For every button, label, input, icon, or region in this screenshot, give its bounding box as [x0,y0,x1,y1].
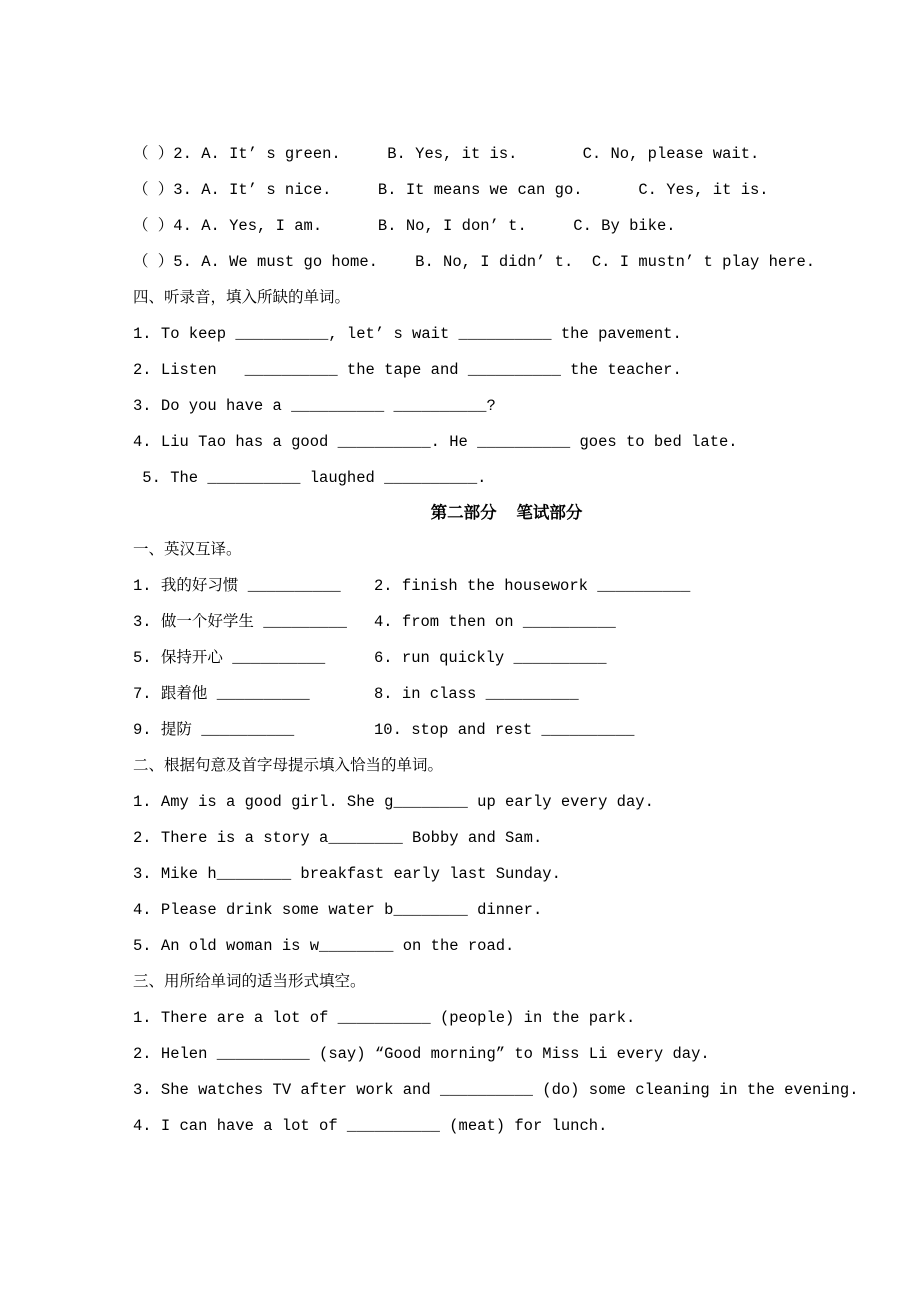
translation-right: 2. finish the housework __________ [374,577,691,595]
translation-right: 6. run quickly __________ [374,649,607,667]
section4-heading: 四、听录音，填入所缺的单词。 [133,289,351,307]
section2-item: 5. An old woman is w________ on the road. [133,937,515,955]
listening-choice-line: （ ）5. A. We must go home. B. No, I didn’ t. C. I mustn’ t play here. [133,253,816,271]
section3-item: 3. She watches TV after work and __________ (do) some cleaning in the evening. [133,1081,859,1099]
listening-choice-line: （ ）3. A. It’ s nice. B. It means we can go. C. Yes, it is. [133,181,769,199]
translation-left: 5. 保持开心 __________ [133,649,326,667]
translation-left: 7. 跟着他 __________ [133,685,310,703]
translation-row [133,676,880,712]
section1-heading: 一、英汉互译。 [133,541,242,559]
listening-choice-line: （ ）4. A. Yes, I am. B. No, I don’ t. C. By bike. [133,217,676,235]
section2-heading: 二、根据句意及首字母提示填入恰当的单词。 [133,757,444,775]
part2-heading: 第二部分 笔试部分 [430,504,583,523]
section2-item: 1. Amy is a good girl. She g________ up early every day. [133,793,654,811]
listening-choice-line: （ ）2. A. It’ s green. B. Yes, it is. C. No, please wait. [133,145,760,163]
section3-item: 4. I can have a lot of __________ (meat) for lunch. [133,1117,608,1135]
translation-row [133,712,880,748]
translation-left: 1. 我的好习惯 __________ [133,577,341,595]
section4-item: 1. To keep __________, let’ s wait __________ the pavement. [133,325,682,343]
section4-item: 2. Listen __________ the tape and __________ the teacher. [133,361,682,379]
section2-item: 3. Mike h________ breakfast early last Sunday. [133,865,561,883]
translation-right: 10. stop and rest __________ [374,721,635,739]
translation-row [133,568,880,604]
translation-row [133,640,880,676]
section2-item: 4. Please drink some water b________ dinner. [133,901,543,919]
section4-item: 5. The __________ laughed __________. [133,469,487,487]
translation-left: 3. 做一个好学生 _________ [133,613,347,631]
section2-item: 2. There is a story a________ Bobby and Sam. [133,829,543,847]
section3-item: 1. There are a lot of __________ (people) in the park. [133,1009,636,1027]
translation-left: 9. 提防 __________ [133,721,295,739]
section4-item: 3. Do you have a __________ __________? [133,397,496,415]
translation-right: 8. in class __________ [374,685,579,703]
section3-item: 2. Helen __________ (say) “Good morning” to Miss Li every day. [133,1045,710,1063]
section4-item: 4. Liu Tao has a good __________. He __________ goes to bed late. [133,433,738,451]
translation-row [133,604,880,640]
section3-heading: 三、用所给单词的适当形式填空。 [133,973,366,991]
translation-right: 4. from then on __________ [374,613,616,631]
